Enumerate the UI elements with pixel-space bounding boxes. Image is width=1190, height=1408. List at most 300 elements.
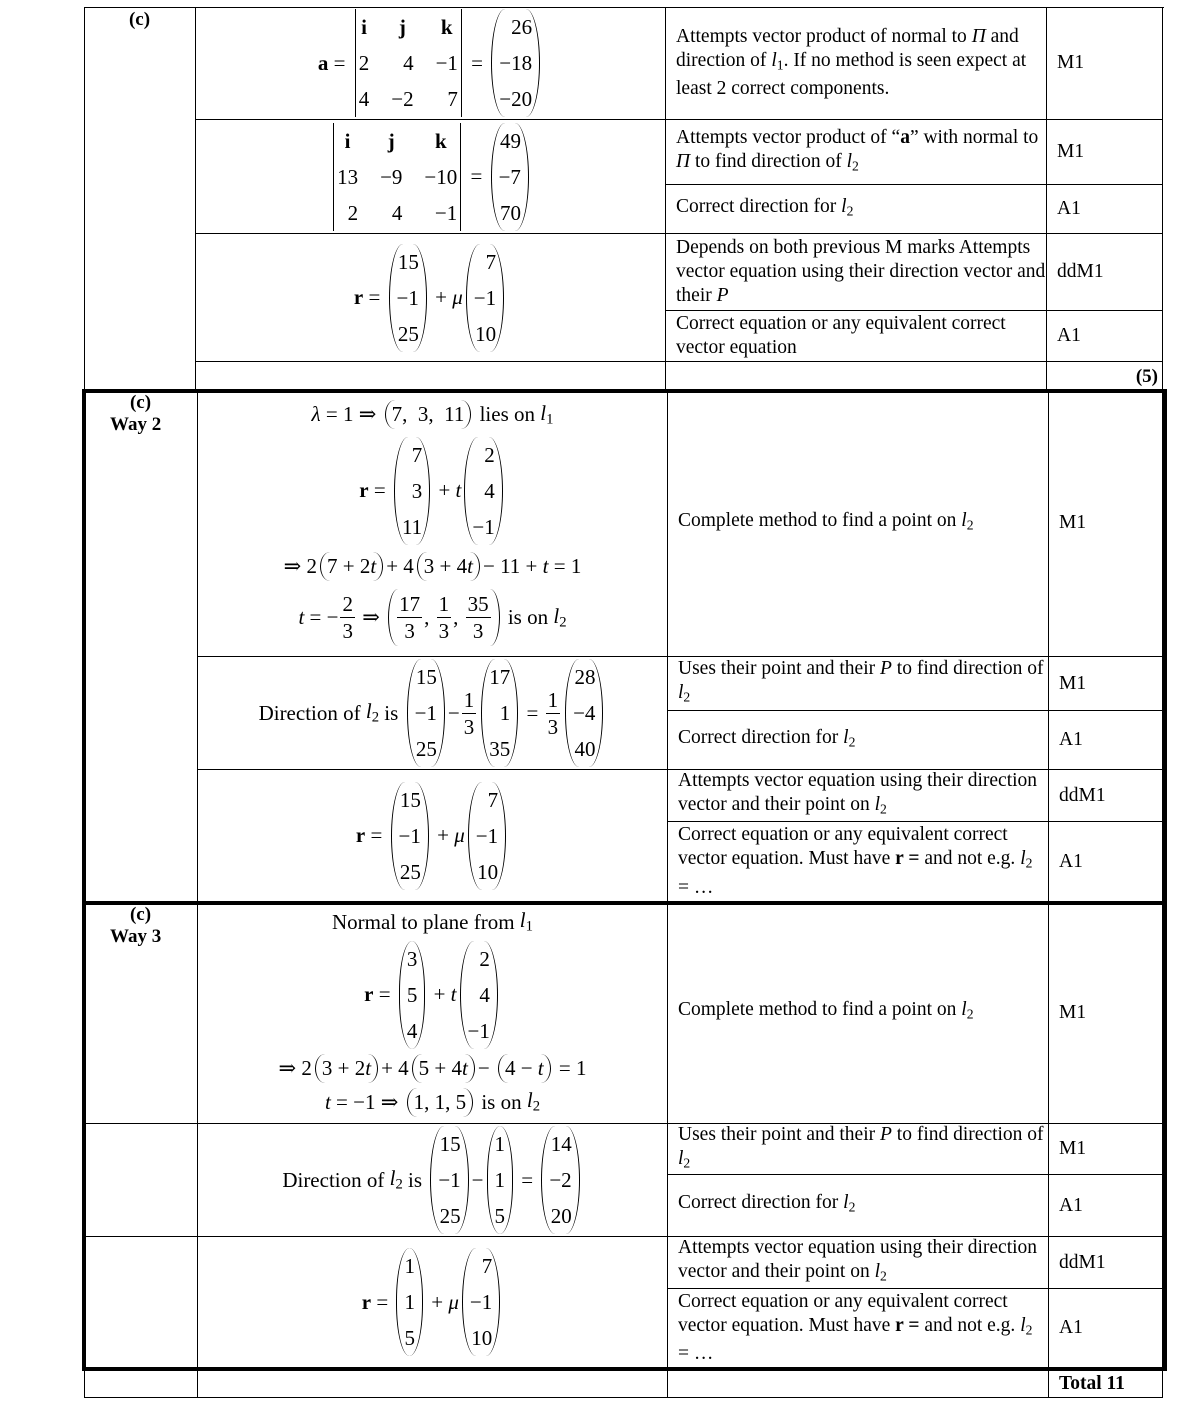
determinant-entry: −2 bbox=[391, 87, 414, 111]
math-text: = bbox=[516, 1167, 539, 1192]
math-line bbox=[678, 657, 1048, 709]
vector-entry: 15 bbox=[439, 1132, 461, 1156]
working-cell bbox=[198, 770, 668, 902]
guidance-cell bbox=[666, 311, 1047, 362]
determinant-entry: 13 bbox=[337, 164, 359, 189]
column-vector bbox=[396, 1248, 423, 1356]
guidance-cell bbox=[668, 1124, 1049, 1175]
math-text: Depends on both previous M marks Attempts vector equation using their direction vector and their bbox=[676, 237, 1046, 306]
line-name bbox=[540, 401, 553, 429]
line-name bbox=[678, 1148, 690, 1169]
math-text: is on bbox=[476, 1089, 527, 1114]
determinant-entry: 2 bbox=[358, 51, 370, 75]
determinant-entry: −10 bbox=[424, 164, 458, 189]
guidance-cell bbox=[668, 711, 1049, 770]
math-text: 7, 3, 11 bbox=[391, 401, 465, 426]
guidance-cell bbox=[668, 1175, 1049, 1237]
column-vector bbox=[491, 9, 540, 117]
part-label-cell bbox=[84, 902, 198, 1124]
mark-cell: M1 bbox=[1049, 1124, 1163, 1175]
vector-entry: 1 bbox=[494, 1132, 505, 1156]
math-line bbox=[332, 908, 533, 936]
line-letter: l bbox=[519, 908, 526, 933]
working-cell bbox=[198, 902, 668, 1124]
math-text: = bbox=[328, 50, 351, 75]
guidance-cell bbox=[668, 770, 1049, 822]
line-name bbox=[875, 794, 887, 815]
subscript: 2 bbox=[966, 1006, 974, 1022]
guidance-cell bbox=[666, 7, 1047, 120]
subscript: 2 bbox=[1025, 1322, 1033, 1338]
math-line bbox=[676, 312, 1046, 360]
determinant-entry: j bbox=[398, 15, 406, 39]
numerator: 1 bbox=[463, 687, 475, 712]
math-line bbox=[676, 25, 1046, 101]
vector-entry: 17 bbox=[489, 665, 511, 689]
math-text: = 1 bbox=[548, 554, 582, 579]
math-text: Correct equation or any equivalent correct vector equation. Must have bbox=[678, 1290, 1008, 1336]
vector-entry: −1 bbox=[475, 823, 499, 848]
vector-entry: −1 bbox=[438, 1168, 461, 1192]
line-name bbox=[390, 1166, 403, 1194]
working-cell bbox=[198, 1237, 668, 1368]
empty-cell bbox=[84, 1124, 198, 1237]
vector-entry: −1 bbox=[469, 1290, 493, 1314]
math-text: lies on bbox=[474, 401, 541, 426]
math-text: = bbox=[521, 700, 544, 725]
italic-symbol: Π bbox=[971, 25, 986, 47]
line-letter: l bbox=[771, 49, 777, 71]
working-cell bbox=[196, 120, 666, 234]
mark-cell: A1 bbox=[1049, 1175, 1163, 1237]
math-text: ⇒ 2 bbox=[283, 554, 318, 579]
italic-symbol: λ bbox=[311, 401, 321, 426]
line-name bbox=[1020, 1315, 1032, 1336]
vector-entry: 5 bbox=[494, 1204, 505, 1228]
column-vector bbox=[491, 123, 529, 231]
subscript: 2 bbox=[559, 614, 567, 631]
mark-cell: A1 bbox=[1049, 711, 1163, 770]
subscript: 2 bbox=[852, 158, 859, 174]
math-text: + bbox=[425, 1289, 449, 1314]
guidance-cell bbox=[668, 657, 1049, 711]
line-name bbox=[875, 1261, 887, 1282]
vector-entry: −1 bbox=[472, 514, 495, 539]
empty-cell bbox=[84, 1237, 198, 1368]
way-label: Way 3 bbox=[110, 926, 162, 947]
vector-entry: 25 bbox=[399, 859, 421, 884]
determinant-entry: 4 bbox=[358, 87, 370, 111]
math-line bbox=[282, 1126, 582, 1234]
determinant-entry: k bbox=[434, 128, 447, 153]
math-text: Attempts vector equation using their direction vector and their point on bbox=[678, 1237, 1038, 1283]
line-letter: l bbox=[389, 1166, 396, 1191]
math-text: and not e.g. bbox=[919, 848, 1021, 870]
guidance-cell bbox=[666, 234, 1047, 311]
fraction bbox=[466, 591, 491, 644]
math-text: to find direction of bbox=[891, 1123, 1044, 1145]
math-text: = bbox=[368, 478, 391, 503]
line-letter: l bbox=[678, 1147, 684, 1169]
vector-entry: 7 bbox=[411, 442, 423, 467]
column-vector bbox=[430, 1126, 468, 1234]
column-vector bbox=[391, 782, 429, 890]
line-letter: l bbox=[961, 509, 967, 531]
math-line bbox=[312, 400, 554, 429]
vector-entry: 15 bbox=[415, 665, 437, 689]
math-text: = bbox=[373, 982, 396, 1007]
column-vector bbox=[399, 941, 426, 1049]
working-cell bbox=[198, 390, 668, 657]
math-text: Correct equation or any equivalent correct vector equation bbox=[676, 313, 1006, 358]
math-line bbox=[359, 437, 505, 545]
empty-cell bbox=[668, 1368, 1049, 1398]
total-marks: Total 11 bbox=[1049, 1368, 1163, 1398]
line-letter: l bbox=[365, 699, 372, 724]
math-text: 5 + 4 bbox=[418, 1055, 462, 1080]
vector-entry: 1 bbox=[499, 701, 511, 725]
italic-symbol: t bbox=[455, 478, 462, 503]
math-text: + bbox=[428, 982, 451, 1007]
math-line bbox=[356, 782, 509, 890]
line-name bbox=[1020, 848, 1032, 869]
italic-symbol: t bbox=[365, 1055, 372, 1080]
vector-entry: −1 bbox=[396, 285, 419, 310]
math-line bbox=[678, 1236, 1048, 1288]
italic-symbol: P bbox=[880, 1123, 892, 1145]
math-text: Normal to plane from bbox=[332, 909, 520, 934]
math-text: = bbox=[465, 50, 489, 75]
math-text: Complete method to find a point on bbox=[678, 999, 962, 1021]
mark-cell: A1 bbox=[1049, 822, 1163, 902]
math-text: , bbox=[453, 605, 464, 630]
empty-cell bbox=[196, 362, 666, 390]
math-text: Uses their point and their bbox=[678, 1123, 880, 1145]
math-text: = 1 bbox=[553, 1055, 587, 1080]
subscript: 2 bbox=[532, 1098, 541, 1115]
math-line bbox=[678, 1191, 855, 1219]
line-name bbox=[841, 196, 853, 217]
mark-cell: M1 bbox=[1049, 902, 1163, 1124]
vector-entry: 35 bbox=[489, 737, 511, 761]
math-text: = bbox=[363, 285, 386, 309]
math-line bbox=[678, 1290, 1048, 1366]
numerator: 1 bbox=[547, 687, 559, 712]
math-line bbox=[676, 126, 1046, 178]
fraction bbox=[437, 591, 452, 644]
mark-cell: A1 bbox=[1047, 185, 1163, 234]
math-text: is bbox=[379, 700, 404, 725]
parenthesized-group bbox=[388, 589, 500, 646]
subscript: 2 bbox=[880, 1268, 887, 1284]
math-line bbox=[678, 998, 974, 1026]
bold-symbol: r bbox=[361, 1289, 372, 1314]
line-letter: l bbox=[1020, 1314, 1026, 1336]
subscript: 2 bbox=[371, 709, 380, 726]
line-letter: l bbox=[874, 1261, 880, 1283]
math-text: Direction of bbox=[282, 1167, 390, 1192]
denominator: 3 bbox=[438, 619, 450, 644]
math-text: = bbox=[365, 823, 388, 847]
math-text: to find direction of bbox=[891, 658, 1044, 680]
mark-cell: ddM1 bbox=[1049, 1237, 1163, 1289]
determinant-entry: −1 bbox=[435, 51, 458, 75]
math-line bbox=[259, 659, 607, 767]
vector-entry: 7 bbox=[481, 1254, 493, 1278]
vector-entry: −1 bbox=[414, 701, 437, 725]
line-letter: l bbox=[841, 195, 847, 217]
vector-entry: 28 bbox=[574, 665, 596, 689]
math-text: Attempts vector product of “ bbox=[676, 126, 901, 148]
subscript: 2 bbox=[880, 801, 887, 817]
part-label: (c) bbox=[129, 392, 152, 413]
math-text: − bbox=[447, 700, 460, 725]
italic-symbol: P bbox=[880, 658, 892, 680]
math-text: − bbox=[471, 1167, 484, 1192]
vector-entry: 25 bbox=[397, 321, 419, 346]
math-line bbox=[678, 769, 1048, 821]
vector-entry: 15 bbox=[397, 249, 419, 274]
way-label: Way 2 bbox=[110, 414, 162, 435]
vector-entry: 14 bbox=[550, 1132, 572, 1156]
vector-entry: 2 bbox=[484, 442, 495, 467]
math-text: ⇒ bbox=[356, 605, 386, 630]
vector-entry: 7 bbox=[487, 787, 499, 812]
bold-symbol: r bbox=[359, 478, 369, 503]
guidance-cell bbox=[668, 1237, 1049, 1289]
vector-entry: −18 bbox=[499, 51, 533, 75]
italic-symbol: t bbox=[537, 1055, 544, 1080]
math-line bbox=[325, 1088, 540, 1117]
parenthesized-group bbox=[407, 1088, 474, 1117]
bold-symbol: r bbox=[355, 823, 366, 847]
italic-symbol: P bbox=[716, 285, 729, 306]
line-name bbox=[771, 50, 783, 71]
vector-entry: −7 bbox=[498, 164, 521, 189]
math-text: Uses their point and their bbox=[678, 658, 880, 680]
parenthesized-group bbox=[320, 552, 383, 581]
denominator: 3 bbox=[342, 619, 353, 644]
determinant-entry: −1 bbox=[434, 200, 458, 225]
vector-entry: 1 bbox=[404, 1290, 415, 1314]
determinant-entry: j bbox=[387, 128, 395, 153]
math-text: − 11 + bbox=[482, 554, 543, 579]
working-cell bbox=[196, 234, 666, 362]
mark-cell: M1 bbox=[1047, 120, 1163, 185]
column-vector bbox=[464, 437, 502, 545]
mark-cell: M1 bbox=[1049, 390, 1163, 657]
line-letter: l bbox=[526, 1088, 533, 1113]
line-letter: l bbox=[553, 603, 560, 628]
italic-symbol: μ bbox=[454, 823, 465, 847]
bold-symbol: r bbox=[364, 982, 374, 1007]
italic-symbol: Π bbox=[676, 150, 691, 172]
vector-entry: 4 bbox=[484, 478, 495, 503]
line-name bbox=[678, 682, 690, 703]
determinant-entry: 4 bbox=[403, 51, 414, 75]
part-label-cell bbox=[84, 390, 198, 902]
math-text: Correct direction for bbox=[678, 726, 844, 748]
math-line bbox=[298, 589, 566, 646]
math-text: Correct direction for bbox=[678, 1192, 844, 1214]
line-name bbox=[520, 908, 533, 936]
italic-symbol: t bbox=[324, 1089, 331, 1114]
numerator: 1 bbox=[438, 592, 450, 617]
denominator: 3 bbox=[547, 714, 559, 739]
part-label: (c) bbox=[129, 904, 152, 925]
line-name bbox=[847, 151, 859, 172]
math-text: + 4 bbox=[386, 554, 414, 579]
mark-cell: M1 bbox=[1047, 7, 1163, 120]
numerator: 17 bbox=[399, 592, 421, 617]
guidance-cell bbox=[666, 185, 1047, 234]
line-name bbox=[553, 604, 566, 632]
line-name bbox=[527, 1088, 540, 1116]
italic-symbol: μ bbox=[452, 285, 463, 309]
math-line bbox=[329, 123, 532, 231]
line-letter: l bbox=[843, 726, 849, 748]
italic-symbol: t bbox=[462, 1055, 468, 1080]
math-line bbox=[362, 1248, 503, 1356]
parenthesized-group bbox=[417, 552, 480, 581]
determinant bbox=[333, 123, 461, 231]
math-text: 3 + 4 bbox=[423, 554, 468, 579]
denominator: 3 bbox=[472, 619, 484, 644]
vector-entry: 10 bbox=[471, 1326, 493, 1350]
determinant-entry: 4 bbox=[391, 200, 403, 225]
math-text: + bbox=[431, 823, 455, 847]
parenthesized-group bbox=[412, 1054, 475, 1083]
subscript: 2 bbox=[683, 689, 691, 705]
math-text: − bbox=[477, 1055, 495, 1080]
guidance-cell bbox=[668, 1289, 1049, 1368]
math-text: Complete method to find a point on bbox=[678, 509, 962, 531]
vector-entry: 1 bbox=[494, 1168, 505, 1192]
column-vector bbox=[466, 244, 504, 352]
math-text: is bbox=[402, 1167, 428, 1192]
vector-entry: 20 bbox=[550, 1204, 572, 1228]
column-vector bbox=[462, 1248, 500, 1356]
fraction bbox=[546, 687, 561, 740]
mark-cell: A1 bbox=[1047, 311, 1163, 362]
subtotal: (5) bbox=[1047, 362, 1163, 390]
determinant bbox=[355, 9, 462, 117]
math-line bbox=[279, 1054, 587, 1083]
column-vector bbox=[565, 659, 603, 767]
math-text: Attempts vector product of normal to bbox=[676, 25, 972, 47]
column-vector bbox=[394, 437, 430, 545]
math-text: 1, 1, 5 bbox=[413, 1089, 467, 1114]
italic-symbol: t bbox=[370, 554, 377, 579]
bold-symbol: r = bbox=[895, 1314, 920, 1336]
math-text: ” with normal to bbox=[909, 126, 1039, 148]
vector-entry: −1 bbox=[473, 285, 497, 310]
numerator: 35 bbox=[467, 592, 489, 617]
italic-symbol: t bbox=[542, 554, 549, 579]
mark-cell: ddM1 bbox=[1049, 770, 1163, 822]
math-text: and direction of bbox=[676, 25, 1019, 71]
math-text: . If no method is seen expect at least 2 correct components. bbox=[676, 49, 1027, 100]
vector-entry: 25 bbox=[415, 737, 437, 761]
math-text: , bbox=[424, 605, 435, 630]
column-vector bbox=[481, 659, 518, 767]
vector-entry: −1 bbox=[398, 823, 421, 848]
guidance-cell bbox=[668, 902, 1049, 1124]
math-line bbox=[354, 244, 507, 352]
math-text: Direction of bbox=[258, 700, 366, 725]
mark-cell: A1 bbox=[1049, 1289, 1163, 1368]
math-text: 4 − bbox=[504, 1055, 538, 1080]
math-text: is on bbox=[502, 605, 554, 630]
italic-symbol: t bbox=[467, 554, 473, 579]
subscript: 2 bbox=[683, 1155, 691, 1171]
line-letter: l bbox=[846, 150, 853, 172]
empty-cell bbox=[666, 362, 1047, 390]
italic-symbol: t bbox=[450, 982, 457, 1007]
line-letter: l bbox=[540, 400, 547, 425]
math-text: + 4 bbox=[381, 1055, 409, 1080]
math-text: = bbox=[371, 1289, 394, 1314]
numerator: 2 bbox=[342, 592, 353, 617]
vector-entry: 10 bbox=[477, 859, 499, 884]
vector-entry: 11 bbox=[401, 514, 423, 539]
bold-symbol: r = bbox=[895, 848, 920, 870]
determinant-entry: i bbox=[344, 128, 351, 153]
column-vector bbox=[541, 1126, 579, 1234]
fraction bbox=[397, 591, 422, 644]
determinant-entry: i bbox=[361, 15, 367, 39]
parenthesized-group bbox=[498, 1054, 551, 1083]
vector-entry: 5 bbox=[406, 982, 418, 1007]
math-text: ⇒ 2 bbox=[278, 1055, 312, 1080]
line-letter: l bbox=[678, 682, 684, 704]
vector-entry: 26 bbox=[511, 15, 533, 39]
vector-entry: 10 bbox=[475, 321, 497, 346]
part-label: (c) bbox=[128, 9, 151, 30]
line-letter: l bbox=[1020, 848, 1026, 870]
vector-entry: 40 bbox=[574, 737, 596, 761]
vector-entry: −4 bbox=[573, 701, 596, 725]
line-letter: l bbox=[874, 794, 880, 816]
parenthesized-group bbox=[315, 1054, 378, 1083]
determinant-entry: −9 bbox=[380, 164, 403, 189]
math-text: 7 + 2 bbox=[327, 554, 371, 579]
guidance-cell bbox=[668, 390, 1049, 657]
subscript: 2 bbox=[848, 734, 856, 750]
vector-entry: −1 bbox=[467, 1018, 490, 1043]
empty-cell bbox=[84, 1368, 198, 1398]
subscript: 2 bbox=[846, 203, 854, 219]
math-text: + bbox=[429, 285, 453, 309]
column-vector bbox=[407, 659, 445, 767]
denominator: 3 bbox=[463, 714, 475, 739]
fraction bbox=[462, 687, 477, 740]
math-text: = … bbox=[678, 1343, 714, 1365]
empty-cell bbox=[198, 1368, 668, 1398]
line-name bbox=[843, 1192, 855, 1213]
fraction bbox=[340, 591, 355, 644]
bold-symbol: a bbox=[900, 126, 910, 148]
math-text: + bbox=[433, 478, 456, 503]
working-cell bbox=[198, 1124, 668, 1237]
column-vector bbox=[468, 782, 506, 890]
math-text: = −1 ⇒ bbox=[330, 1089, 404, 1114]
subscript: 2 bbox=[1025, 855, 1033, 871]
bold-symbol: r bbox=[353, 285, 364, 309]
math-text: = … bbox=[678, 876, 714, 898]
vector-entry: 4 bbox=[406, 1018, 418, 1043]
working-cell bbox=[198, 657, 668, 770]
